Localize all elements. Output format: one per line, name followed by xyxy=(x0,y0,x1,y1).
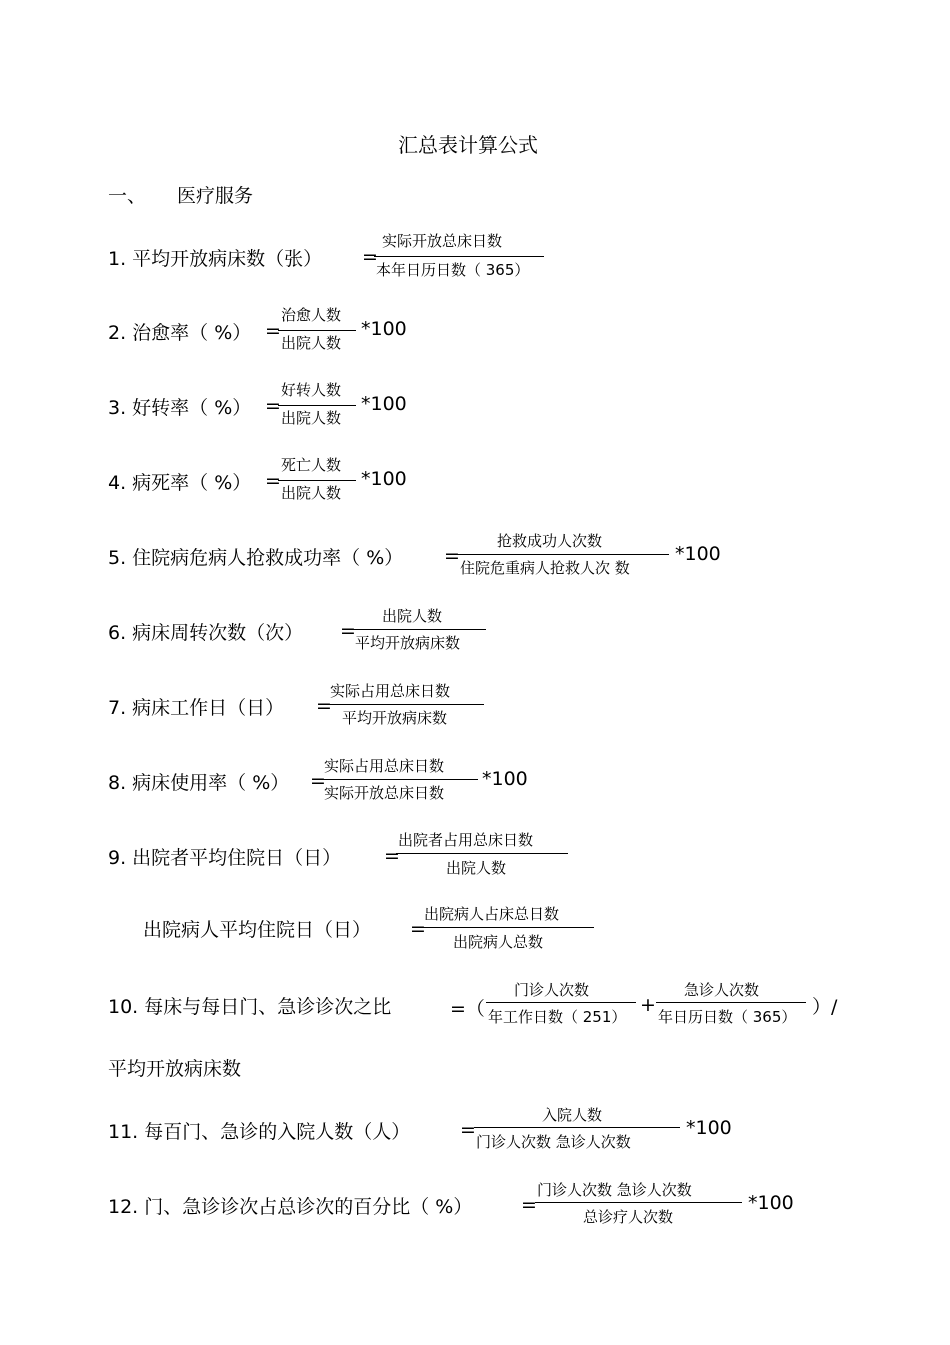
denominator: 本年日历日数（ 365） xyxy=(376,261,530,279)
multiplier: *100 xyxy=(361,468,407,490)
denominator: 实际开放总床日数 xyxy=(324,784,445,802)
formula-label: 9. 出院者平均住院日（日） xyxy=(108,847,342,869)
formula-label: 出院病人平均住院日（日） xyxy=(143,919,372,941)
fraction-bar xyxy=(396,853,568,854)
formula-label: 11. 每百门、急诊的入院人数（人） xyxy=(108,1121,411,1143)
page-title: 汇总表计算公式 xyxy=(398,133,538,157)
denominator: 出院病人总数 xyxy=(453,933,544,951)
numerator: 入院人数 xyxy=(542,1106,603,1124)
fraction-bar xyxy=(486,1002,636,1003)
fraction-bar xyxy=(422,927,594,928)
multiplier: *100 xyxy=(686,1117,732,1139)
multiplier: *100 xyxy=(748,1192,794,1214)
denominator: 出院人数 xyxy=(281,334,342,352)
numerator: 抢救成功人次数 xyxy=(497,532,603,550)
numerator: 实际占用总床日数 xyxy=(324,757,445,775)
numerator: 门诊人次数 xyxy=(514,981,590,999)
denominator: 门诊人次数 急诊人次数 xyxy=(476,1133,631,1151)
formula-label: 7. 病床工作日（日） xyxy=(108,697,285,719)
fraction-bar xyxy=(278,405,356,406)
denominator: 住院危重病人抢救人次 数 xyxy=(460,559,630,577)
fraction-bar xyxy=(328,704,484,705)
section-name: 医疗服务 xyxy=(177,185,254,207)
denominator: 平均开放病床数 xyxy=(342,709,448,727)
formula-continuation: 平均开放病床数 xyxy=(108,1058,242,1080)
numerator: 实际占用总床日数 xyxy=(330,682,451,700)
equals-sign: = xyxy=(265,470,281,492)
formula-label: 1. 平均开放病床数（张） xyxy=(108,248,323,270)
numerator: 门诊人次数 急诊人次数 xyxy=(537,1181,692,1199)
multiplier: *100 xyxy=(675,543,721,565)
denominator: 年工作日数（ 251） xyxy=(488,1008,627,1026)
numerator: 好转人数 xyxy=(281,381,342,399)
plus-sign: + xyxy=(640,994,656,1016)
fraction-bar xyxy=(352,629,486,630)
formula-label: 2. 治愈率（ %） xyxy=(108,322,252,344)
fraction-bar xyxy=(474,1127,680,1128)
numerator: 治愈人数 xyxy=(281,306,342,324)
numerator: 实际开放总床日数 xyxy=(382,232,503,250)
denominator-2: 年日历日数（ 365） xyxy=(658,1008,797,1026)
fraction-bar xyxy=(374,256,544,257)
equals-sign: = xyxy=(521,1194,537,1216)
formula-label: 3. 好转率（ %） xyxy=(108,397,252,419)
denominator: 出院人数 xyxy=(281,409,342,427)
equals-sign: = xyxy=(460,1119,476,1141)
equals-sign: = xyxy=(265,320,281,342)
fraction-bar xyxy=(278,330,356,331)
fraction-bar xyxy=(278,480,356,481)
equals-sign: = xyxy=(384,845,400,867)
multiplier: *100 xyxy=(361,393,407,415)
fraction-bar xyxy=(322,779,478,780)
fraction-bar xyxy=(457,554,669,555)
equals-sign: = xyxy=(362,246,378,268)
multiplier: *100 xyxy=(361,318,407,340)
equals-sign: = xyxy=(316,695,332,717)
equals-sign: = xyxy=(410,918,426,940)
section-number: 一、 xyxy=(108,185,147,207)
equals-sign: = xyxy=(310,770,326,792)
numerator-2: 急诊人次数 xyxy=(684,981,760,999)
numerator: 出院者占用总床日数 xyxy=(398,831,534,849)
fraction-bar-2 xyxy=(656,1002,806,1003)
formula-label: 5. 住院病危病人抢救成功率（ %） xyxy=(108,547,404,569)
numerator: 死亡人数 xyxy=(281,456,342,474)
denominator: 出院人数 xyxy=(446,859,507,877)
formula-label: 10. 每床与每日门、急诊诊次之比 xyxy=(108,996,392,1018)
multiplier: *100 xyxy=(482,768,528,790)
numerator: 出院人数 xyxy=(382,607,443,625)
formula-label: 6. 病床周转次数（次） xyxy=(108,622,304,644)
equals-sign: = xyxy=(340,620,356,642)
denominator: 总诊疗人次数 xyxy=(583,1208,674,1226)
formula-label: 4. 病死率（ %） xyxy=(108,472,252,494)
equals-sign: = xyxy=(444,545,460,567)
closing-paren-divide: ）/ xyxy=(812,996,838,1018)
numerator: 出院病人占床总日数 xyxy=(424,905,560,923)
formula-label: 8. 病床使用率（ %） xyxy=(108,772,290,794)
equals-paren: =（ xyxy=(450,998,485,1020)
denominator: 平均开放病床数 xyxy=(355,634,461,652)
denominator: 出院人数 xyxy=(281,484,342,502)
fraction-bar xyxy=(535,1202,742,1203)
formula-label: 12. 门、急诊诊次占总诊次的百分比（ %） xyxy=(108,1196,473,1218)
equals-sign: = xyxy=(265,395,281,417)
